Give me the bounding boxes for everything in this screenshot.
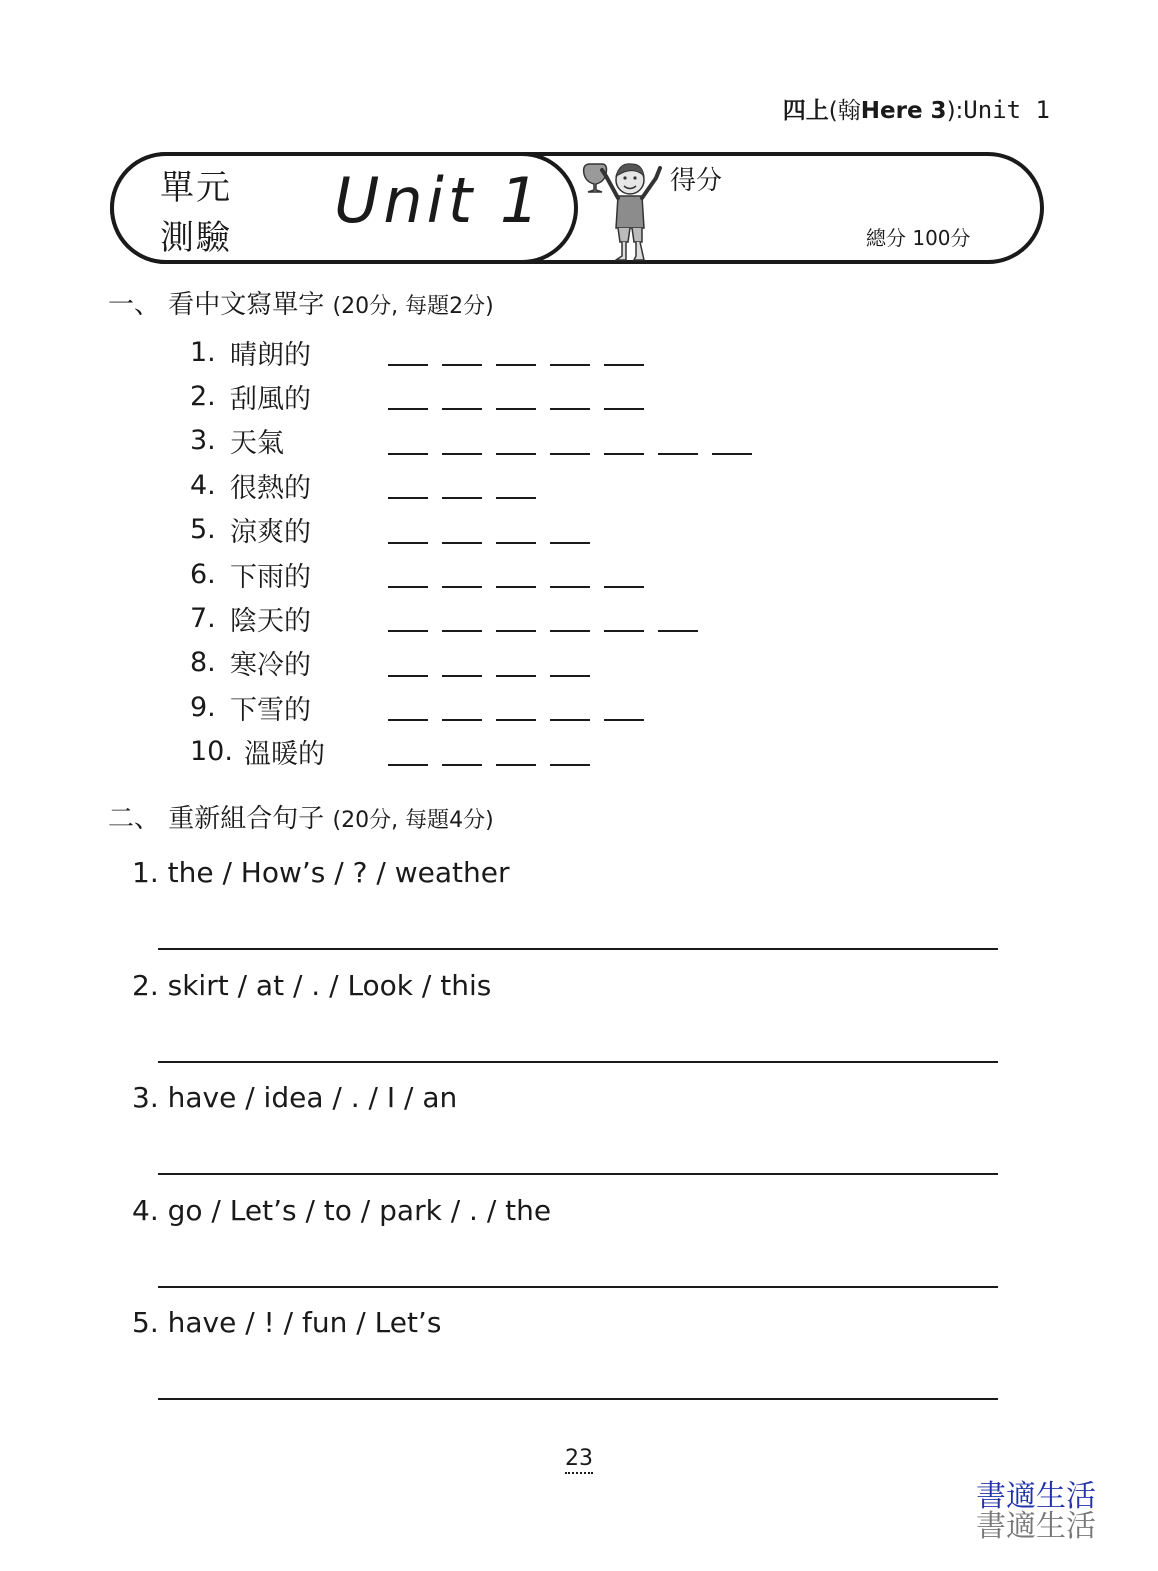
- vocab-item-number: 9.: [190, 691, 216, 723]
- letter-blank[interactable]: [496, 604, 536, 632]
- vocab-item-number: 6.: [190, 558, 216, 590]
- letter-blanks[interactable]: [388, 516, 590, 544]
- vocab-item-chinese: 涼爽的: [230, 517, 311, 549]
- letter-blank[interactable]: [658, 427, 698, 455]
- vocab-item-number: 4.: [190, 469, 216, 501]
- letter-blanks[interactable]: [388, 649, 590, 677]
- letter-blank[interactable]: [442, 738, 482, 766]
- vocab-item: [190, 732, 590, 772]
- answer-line[interactable]: [158, 1173, 998, 1175]
- letter-blank[interactable]: [388, 471, 428, 499]
- header-unit: Unit 1: [963, 96, 1050, 124]
- vocab-item: [190, 465, 536, 505]
- score-label: 得分: [670, 166, 723, 196]
- letter-blank[interactable]: [496, 427, 536, 455]
- letter-blank[interactable]: [550, 649, 590, 677]
- cheering-kid-icon: [580, 156, 670, 264]
- letter-blanks[interactable]: [388, 693, 644, 721]
- letter-blank[interactable]: [550, 427, 590, 455]
- vocab-item: [190, 510, 590, 550]
- letter-blank[interactable]: [496, 560, 536, 588]
- letter-blank[interactable]: [442, 604, 482, 632]
- sentence-number: 3.: [132, 1081, 159, 1115]
- book-header: [783, 92, 1050, 125]
- section1-heading: 一、 看中文寫單字: [108, 290, 325, 320]
- section1-points: (20分, 每題2分): [332, 294, 494, 319]
- watermark-logo: 書適生活: [976, 1479, 1096, 1514]
- book-name: Here 3: [860, 98, 947, 124]
- letter-blank[interactable]: [388, 604, 428, 632]
- total-score: [866, 222, 971, 251]
- vocab-item: [190, 332, 644, 372]
- vocab-item: [190, 598, 698, 638]
- vocab-item: [190, 421, 752, 461]
- letter-blank[interactable]: [442, 427, 482, 455]
- letter-blank[interactable]: [496, 338, 536, 366]
- letter-blank[interactable]: [388, 738, 428, 766]
- letter-blank[interactable]: [388, 427, 428, 455]
- grade-label: 四上: [782, 98, 829, 124]
- letter-blanks[interactable]: [388, 382, 644, 410]
- letter-blanks[interactable]: [388, 471, 536, 499]
- letter-blank[interactable]: [550, 693, 590, 721]
- answer-line[interactable]: [158, 948, 998, 950]
- scrambled-sentence: [132, 1194, 551, 1227]
- vocab-item-chinese: 天氣: [230, 428, 284, 460]
- letter-blank[interactable]: [496, 693, 536, 721]
- sentence-number: 2.: [132, 968, 159, 1002]
- sentence-words: have / idea / . / I / an: [167, 1081, 458, 1115]
- vocab-item-number: 5.: [190, 514, 216, 546]
- scrambled-sentence: [132, 1306, 441, 1339]
- vocab-item-number: 8.: [190, 647, 216, 679]
- sentence-number: 4.: [132, 1193, 159, 1227]
- vocab-item: [190, 376, 644, 416]
- letter-blank[interactable]: [496, 382, 536, 410]
- letter-blanks[interactable]: [388, 604, 698, 632]
- section1-heading-row: [108, 284, 494, 321]
- scrambled-sentence: [132, 969, 491, 1002]
- answer-line[interactable]: [158, 1286, 998, 1288]
- vocab-item-number: 2.: [190, 380, 216, 412]
- letter-blank[interactable]: [388, 382, 428, 410]
- sentence-words: skirt / at / . / Look / this: [167, 968, 492, 1002]
- vocab-item-chinese: 寒冷的: [230, 650, 311, 682]
- letter-blank[interactable]: [550, 382, 590, 410]
- letter-blank[interactable]: [388, 516, 428, 544]
- letter-blanks[interactable]: [388, 738, 590, 766]
- vocab-item-number: 3.: [190, 425, 216, 457]
- letter-blank[interactable]: [442, 471, 482, 499]
- letter-blank[interactable]: [604, 693, 644, 721]
- letter-blanks[interactable]: [388, 560, 644, 588]
- vocab-item-number: 10.: [190, 736, 233, 768]
- letter-blanks[interactable]: [388, 338, 644, 366]
- letter-blank[interactable]: [604, 338, 644, 366]
- letter-blank[interactable]: [388, 693, 428, 721]
- vocab-item: [190, 554, 644, 594]
- letter-blank[interactable]: [550, 338, 590, 366]
- sentence-words: go / Let’s / to / park / . / the: [167, 1193, 552, 1227]
- answer-line[interactable]: [158, 1398, 998, 1400]
- header-separator: :: [955, 98, 964, 124]
- letter-blank[interactable]: [658, 604, 698, 632]
- vocab-item-chinese: 下雨的: [230, 561, 311, 593]
- sentence-words: the / How’s / ? / weather: [167, 856, 510, 889]
- letter-blank[interactable]: [496, 516, 536, 544]
- watermark-logo-shadow: 書適生活: [976, 1509, 1096, 1544]
- letter-blank[interactable]: [442, 516, 482, 544]
- vocab-item-chinese: 刮風的: [230, 383, 311, 415]
- letter-blank[interactable]: [550, 738, 590, 766]
- letter-blank[interactable]: [604, 427, 644, 455]
- vocab-item-chinese: 晴朗的: [230, 339, 311, 371]
- letter-blank[interactable]: [442, 382, 482, 410]
- total-label: 總分: [866, 226, 906, 250]
- book-prefix: (翰: [828, 98, 861, 124]
- scrambled-sentence: [132, 1081, 457, 1114]
- vocab-item-chinese: 下雪的: [230, 694, 311, 726]
- letter-blank[interactable]: [496, 471, 536, 499]
- letter-blank[interactable]: [442, 338, 482, 366]
- letter-blank[interactable]: [496, 649, 536, 677]
- unit-label-line2: 測驗: [160, 218, 232, 258]
- vocab-item: [190, 643, 590, 683]
- unit-label-line1: 單元: [160, 168, 232, 208]
- vocab-item-chinese: 很熱的: [230, 472, 311, 504]
- book-suffix: ): [946, 98, 956, 124]
- sentence-number: 1.: [132, 856, 159, 889]
- page-number: 23: [565, 1446, 593, 1474]
- total-value: 100分: [912, 226, 971, 250]
- letter-blank[interactable]: [496, 738, 536, 766]
- letter-blank[interactable]: [442, 693, 482, 721]
- sentence-words: have / ! / fun / Let’s: [167, 1306, 442, 1340]
- letter-blank[interactable]: [442, 649, 482, 677]
- answer-line[interactable]: [158, 1061, 998, 1063]
- letter-blank[interactable]: [604, 382, 644, 410]
- letter-blank[interactable]: [712, 427, 752, 455]
- letter-blank[interactable]: [550, 604, 590, 632]
- section2-heading-row: [108, 798, 494, 835]
- letter-blank[interactable]: [550, 516, 590, 544]
- letter-blank[interactable]: [388, 649, 428, 677]
- vocab-item-chinese: 溫暖的: [244, 739, 325, 771]
- vocab-item: [190, 687, 644, 727]
- letter-blanks[interactable]: [388, 427, 752, 455]
- unit-title: Unit 1: [334, 164, 544, 237]
- letter-blank[interactable]: [388, 560, 428, 588]
- section2-heading: 二、 重新組合句子: [108, 804, 325, 834]
- vocab-item-number: 1.: [190, 336, 216, 368]
- letter-blank[interactable]: [604, 604, 644, 632]
- letter-blank[interactable]: [442, 560, 482, 588]
- scrambled-sentence: [132, 856, 509, 889]
- letter-blank[interactable]: [550, 560, 590, 588]
- letter-blank[interactable]: [604, 560, 644, 588]
- section2-points: (20分, 每題4分): [332, 808, 494, 833]
- letter-blank[interactable]: [388, 338, 428, 366]
- vocab-item-chinese: 陰天的: [230, 605, 311, 637]
- vocab-item-number: 7.: [190, 602, 216, 634]
- sentence-number: 5.: [132, 1306, 159, 1340]
